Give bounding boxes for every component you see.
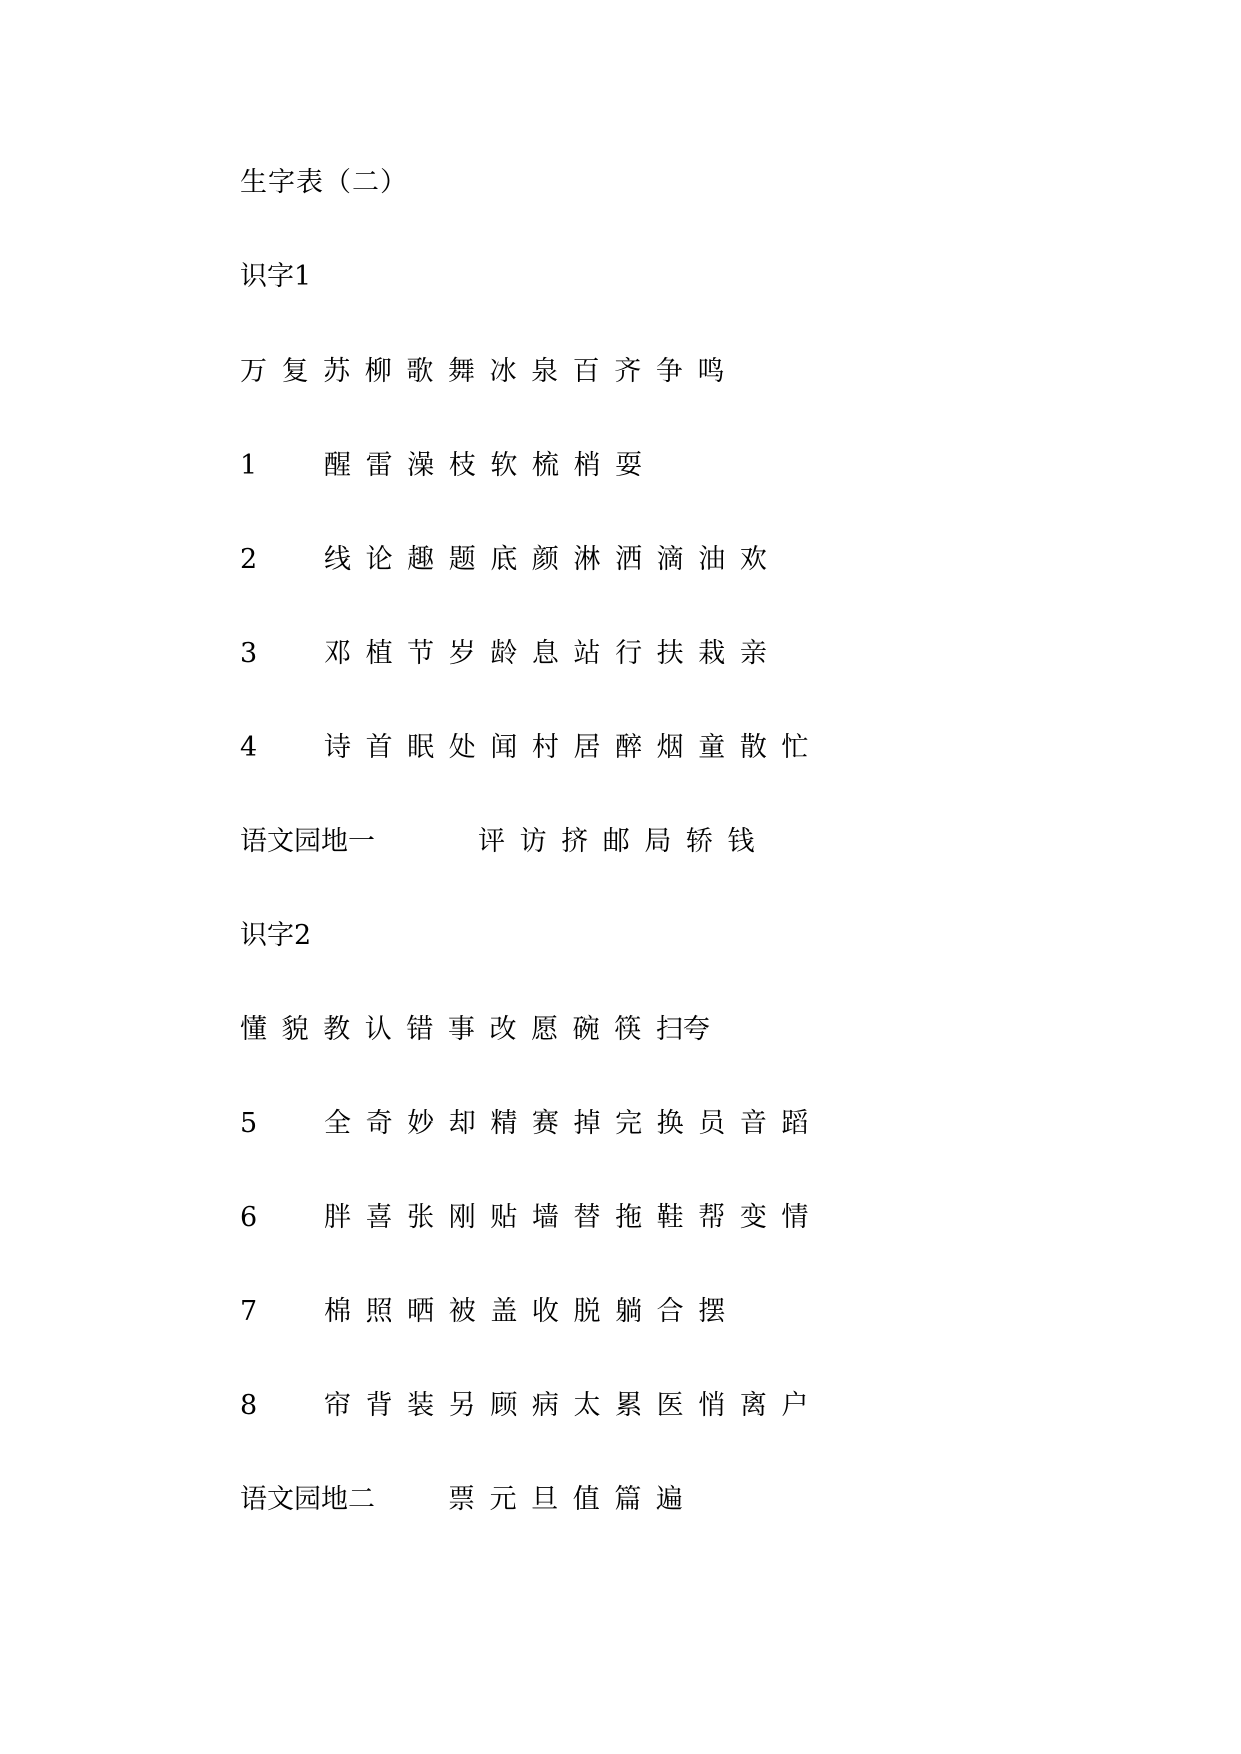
lesson-chars: 诗 首 眠 处 闻 村 居 醉 烟 童 散 忙 <box>324 732 809 763</box>
section-heading: 识字1 <box>240 261 312 292</box>
section-intro-chars: 懂 貌 教 认 错 事 改 愿 碗 筷 扫夸 <box>240 1014 710 1045</box>
lesson-chars: 棉 照 晒 被 盖 收 脱 躺 合 摆 <box>324 1296 726 1327</box>
garden-chars: 票 元 旦 值 篇 遍 <box>448 1484 683 1515</box>
lesson-number: 5 <box>240 1108 258 1139</box>
section-intro-chars: 万 复 苏 柳 歌 舞 冰 泉 百 齐 争 鸣 <box>240 356 725 387</box>
lesson-number: 4 <box>240 732 258 763</box>
lesson-chars: 线 论 趣 题 底 颜 淋 洒 滴 油 欢 <box>324 544 767 575</box>
page-title: 生字表（二） <box>240 167 408 198</box>
garden-label: 语文园地一 <box>240 826 375 857</box>
lesson-chars: 醒 雷 澡 枝 软 梳 梢 耍 <box>324 450 643 481</box>
lesson-number: 7 <box>240 1296 258 1327</box>
lesson-number: 8 <box>240 1390 258 1421</box>
section-heading: 识字2 <box>240 920 312 951</box>
lesson-number: 1 <box>240 450 258 481</box>
garden-label: 语文园地二 <box>240 1484 375 1515</box>
lesson-chars: 胖 喜 张 刚 贴 墙 替 拖 鞋 帮 变 情 <box>324 1202 809 1233</box>
lesson-number: 6 <box>240 1202 258 1233</box>
lesson-number: 3 <box>240 638 258 669</box>
lesson-chars: 帘 背 装 另 顾 病 太 累 医 悄 离 户 <box>324 1390 809 1421</box>
lesson-chars: 邓 植 节 岁 龄 息 站 行 扶 栽 亲 <box>324 638 767 669</box>
lesson-number: 2 <box>240 544 258 575</box>
garden-chars: 评 访 挤 邮 局 轿 钱 <box>478 826 755 857</box>
lesson-chars: 全 奇 妙 却 精 赛 掉 完 换 员 音 蹈 <box>324 1108 809 1139</box>
